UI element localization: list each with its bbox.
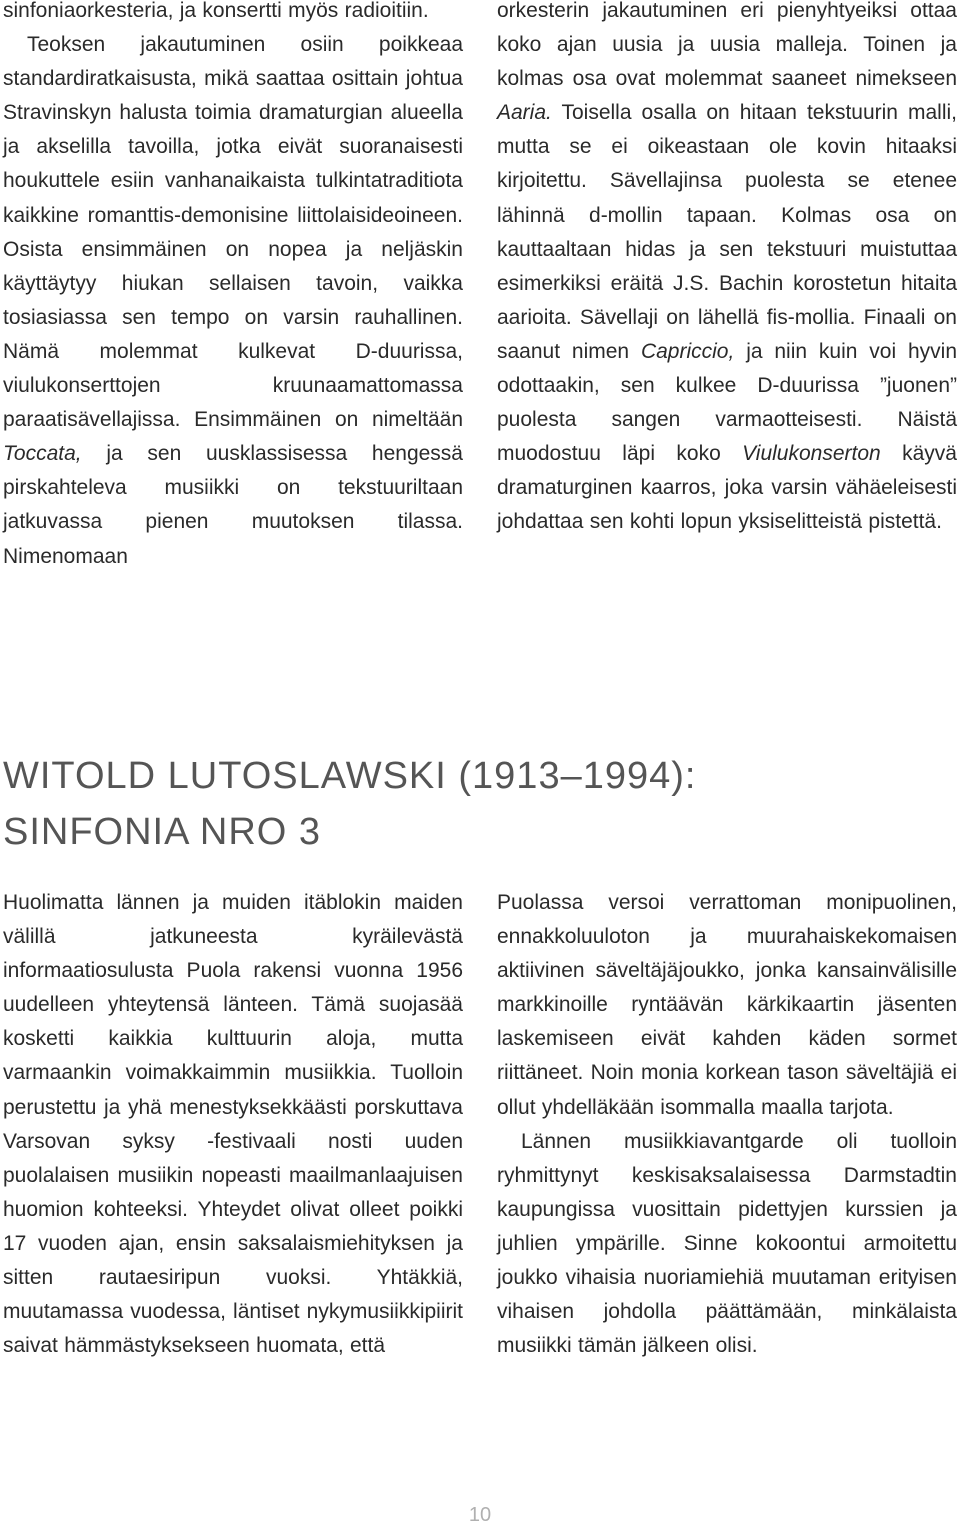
paragraph: sinfoniaorkesteria, ja konsertti myös radioitiin. xyxy=(3,0,429,22)
work-title-capriccio: Capriccio, xyxy=(640,339,735,363)
article-column-bottom-right xyxy=(497,886,957,1363)
section-heading xyxy=(3,748,696,860)
paragraph: Puolassa versoi verrattoman monipuolinen, ennakkoluuloton ja muurahaiskekomaisen aktiivinen säveltäjäjoukko, jonka kansainvälisille markkinoille ryntäävän kärkikaartin jäsenten laskemiseen eivät kahden käden sormet riittäneet. Noin monia korkean tason säveltäjiä ei ollut yhdelläkään isommalla maalla tarjota. xyxy=(497,891,957,1119)
article-column-top-right xyxy=(497,0,957,540)
work-title-viulukonserton: Viulukonserton xyxy=(742,442,881,466)
paragraph: orkesterin jakautuminen eri pienyhtyeiksi ottaa koko ajan uusia ja uusia malleja. Toinen ja kolmas osa ovat molemmat saaneet nimekseen Aaria. Toisella osalla on hitaan tekstuurin malli, mutta se ei oikeastaan ole kovin hitaaksi kirjoitettu. Sävellajinsa puolesta se etenee lähinnä d-mollin tapaan. Kolmas osa on kauttaaltaan hidas ja sen tekstuuri muistuttaa esimerkiksi eräitä J.S. Bachin korostetun hitaita aarioita. Sävellaji on lähellä fis-mollia. Finaali on saanut nimen Capriccio, ja niin kuin voi hyvin odottaakin, sen kulkee D-duurissa ”juonen” puolesta sangen varmaotteisesti. Näistä muodostuu läpi koko Viulukonserton käyvä dramaturginen kaarros, joka varsin vähäeleisesti johdattaa sen kohti lopun yksiselitteistä pistettä. xyxy=(497,0,957,534)
section-heading-line1: WITOLD LUTOSLAWSKI (1913–1994): xyxy=(3,755,697,797)
section-heading-line2: SINFONIA NRO 3 xyxy=(3,811,322,853)
article-column-top-left xyxy=(3,0,463,574)
page-number: 10 xyxy=(468,1504,492,1526)
work-title-toccata: Toccata, xyxy=(3,442,82,466)
paragraph: Teoksen jakautuminen osiin poikkeaa standardiratkaisusta, mikä saattaa osittain johtua Stravinskyn halusta toimia dramaturgian alueella ja akselilla tavoilla, jotka eivät suoranaisesti houkuttele esiin vanhanaikaista tulkintatraditiota kaikkine romanttis-demonisine liittolaisideoineen. Osista ensimmäinen on nopea ja neljäskin käyttäytyy hiukan sellaisen tavoin, vaikka tosiasiassa sen tempo on varsin rauhallinen. Nämä molemmat kulkevat D-duurissa, viulukonserttojen kruunaamattomassa paraatisävellajissa. Ensimmäinen on nimeltään Toccata, ja sen uusklassisessa hengessä pirskahteleva musiikki on tekstuuriltaan jatkuvassa pienen muutoksen tilassa. Nimenomaan xyxy=(3,33,463,568)
work-title-aaria: Aaria. xyxy=(497,101,552,125)
paragraph: Huolimatta lännen ja muiden itäblokin maiden välillä jatkuneesta kyräilevästä informaatiosulusta Puola rakensi vuonna 1956 uudelleen yhteytensä länteen. Tämä suojasää kosketti kaikkia kulttuurin aloja, mutta varmaankin voimakkaimmin musiikkia. Tuolloin perustettu ja yhä menestyksekkäästi porskuttava Varsovan syksy -festivaali nosti uuden puolalaisen musiikin nopeasti maailmanlaajuisen huomion kohteeksi. Yhteydet olivat olleet poikki 17 vuoden ajan, ensin saksalaismiehityksen ja sitten rautaesiripun vuoksi. Yhtäkkiä, muutamassa vuodessa, läntiset nykymusiikkipiirit saivat hämmästyksekseen huomata, että xyxy=(3,891,463,1358)
paragraph: Lännen musiikkiavantgarde oli tuolloin ryhmittynyt keskisaksalaisessa Darmstadtin kaupungissa vuosittain pidettyjen kurssien ja juhlien ympärille. Sinne kokoontui armoitettu joukko vihaisia nuoriamiehiä muutaman erityisen vihaisen johdolla päättämään, minkälaista musiikki tämän jälkeen olisi. xyxy=(497,1129,957,1358)
article-column-bottom-left xyxy=(3,886,463,1363)
